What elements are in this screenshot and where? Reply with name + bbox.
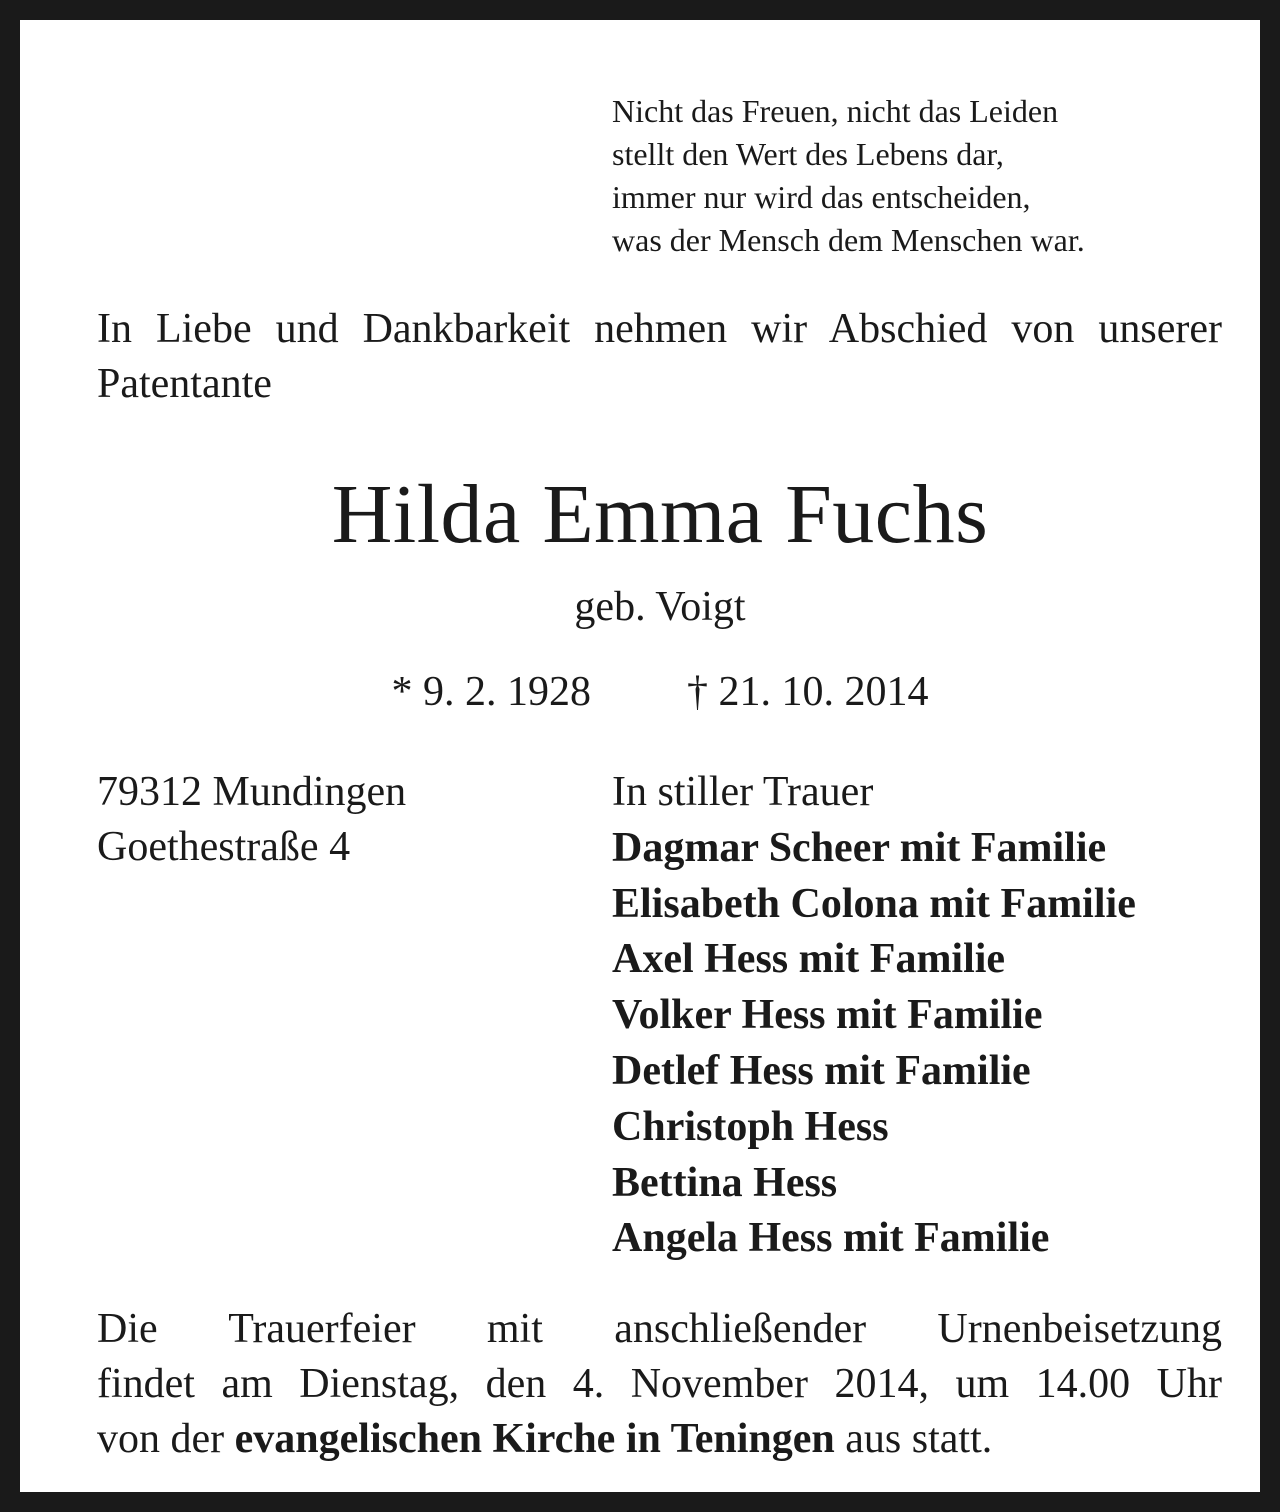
mourner-name: Christoph Hess xyxy=(612,1103,889,1150)
mourner-name: Bettina Hess xyxy=(612,1159,838,1206)
ceremony-line: findet am Dienstag, den 4. November 2014, um 14.00 Uhr xyxy=(97,1361,1222,1407)
motto-line: was der Mensch dem Menschen war. xyxy=(612,222,1085,258)
address-street: Goethestraße 4 xyxy=(97,824,351,870)
motto-line: immer nur wird das entscheiden, xyxy=(612,179,1031,215)
deceased-name: Hilda Emma Fuchs xyxy=(331,468,989,561)
maiden-name: geb. Voigt xyxy=(574,584,746,630)
mourners-block xyxy=(612,765,1136,1267)
mourner-name: Axel Hess mit Familie xyxy=(612,936,1006,983)
address-city: 79312 Mundingen xyxy=(97,769,407,815)
life-dates xyxy=(20,665,1280,720)
motto-line: stellt den Wert des Lebens dar, xyxy=(612,136,1004,172)
ceremony-line: Die Trauerfeier mit anschließender Urnenbeisetzung xyxy=(97,1306,1222,1352)
intro-text: In Liebe und Dankbarkeit nehmen wir Abschied von unserer Patentante xyxy=(97,306,1222,407)
mourner-name: Elisabeth Colona mit Familie xyxy=(612,880,1136,927)
mourner-name: Angela Hess mit Familie xyxy=(612,1215,1050,1262)
ceremony-line xyxy=(97,1412,1222,1467)
mourning-heading: In stiller Trauer xyxy=(612,769,874,815)
ceremony-location: evangelischen Kirche in Teningen xyxy=(234,1416,835,1462)
motto-verse xyxy=(612,90,1232,262)
death-date: † 21. 10. 2014 xyxy=(687,669,929,715)
mourner-name: Detlef Hess mit Familie xyxy=(612,1047,1031,1094)
ceremony-prefix: von der xyxy=(97,1416,225,1462)
mourner-name: Volker Hess mit Familie xyxy=(612,992,1043,1039)
birth-date: * 9. 2. 1928 xyxy=(391,669,591,715)
motto-line: Nicht das Freuen, nicht das Leiden xyxy=(612,93,1059,129)
ceremony-suffix: aus statt. xyxy=(845,1416,993,1462)
address-block xyxy=(97,765,406,875)
ceremony-text xyxy=(97,1302,1222,1467)
mourner-name: Dagmar Scheer mit Familie xyxy=(612,824,1107,871)
